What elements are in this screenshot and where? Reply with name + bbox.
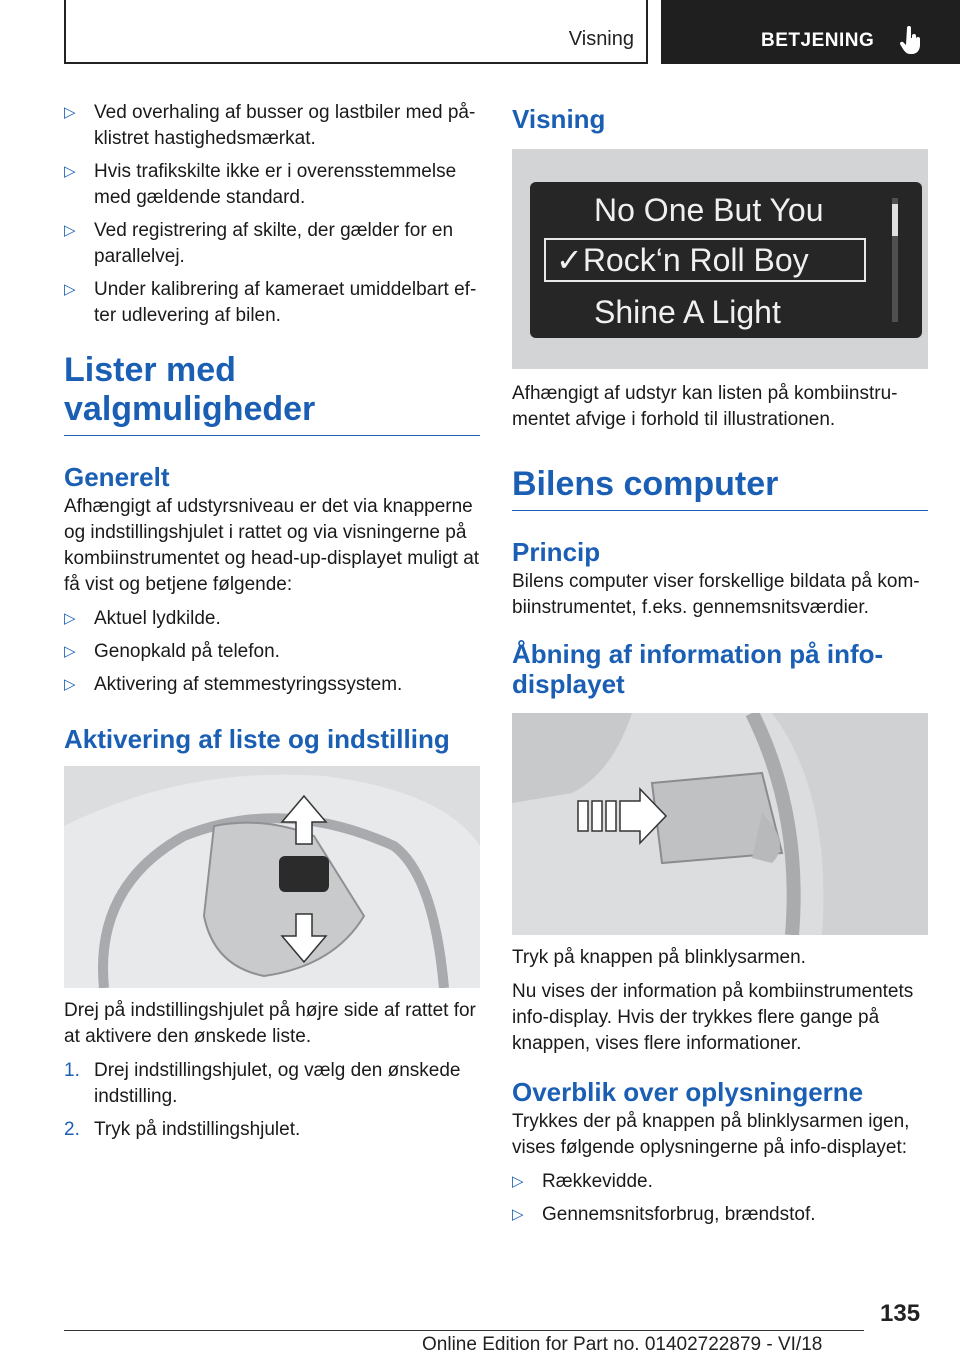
page-number: 135 xyxy=(880,1300,921,1327)
list-item-text: Ved overhaling af busser og lastbiler med på- klistret hastighedsmærkat. xyxy=(94,102,476,149)
list-item-text: Gennemsnitsforbrug, brændstof. xyxy=(542,1204,816,1225)
step-item xyxy=(64,1058,480,1110)
step-number: 2. xyxy=(64,1119,80,1140)
bullet-list-overblik xyxy=(512,1169,928,1228)
bullet-list-generelt xyxy=(64,606,480,698)
section-heading-princip: Princip xyxy=(512,537,601,567)
right-column xyxy=(512,100,928,1235)
pointing-hand-icon xyxy=(899,26,923,56)
display-list-illustration xyxy=(512,149,928,369)
steering-wheel-drawing xyxy=(64,766,480,988)
display-list-item: Shine A Light xyxy=(594,294,781,330)
list-item xyxy=(64,159,480,211)
list-item-text: Hvis trafikskilte ikke er i overensstemmelse med gældende standard. xyxy=(94,161,457,208)
display-scrollbar-thumb xyxy=(892,204,898,236)
list-item-text: Under kalibrering af kameraet umiddelbart ef- ter udlevering af bilen. xyxy=(94,279,477,326)
edition-note: Online Edition for Part no. 01402722879 - VI/18 xyxy=(422,1334,823,1355)
steering-wheel-illustration xyxy=(64,766,480,988)
step-text: Drej indstillingshjulet, og vælg den ønskede indstilling. xyxy=(94,1060,461,1107)
turn-signal-drawing xyxy=(512,713,928,935)
list-item-text: Rækkevidde. xyxy=(542,1171,653,1192)
step-item xyxy=(64,1117,480,1143)
triangle-bullet-icon: ▷ xyxy=(64,281,76,298)
header-section-box xyxy=(661,0,960,64)
turn-signal-lever-illustration xyxy=(512,713,928,935)
paragraph-aabning-1: Tryk på knappen på blinklysarmen. xyxy=(512,947,806,968)
display-scrollbar-track xyxy=(892,198,898,322)
paragraph-overblik: Trykkes der på knappen på blinklysarmen igen, vises følgende oplysningerne på info-displayet: xyxy=(512,1111,910,1158)
paragraph-princip: Bilens computer viser forskellige bildata på kom- biinstrumentet, f.eks. gennemsnitsværdier. xyxy=(512,571,920,618)
caption-aktivering: Drej på indstillingshjulet på højre side af rattet for at aktivere den ønskede liste. xyxy=(64,1000,476,1047)
step-text: Tryk på indstillingshjulet. xyxy=(94,1119,301,1140)
list-item xyxy=(64,218,480,270)
section-heading-generelt: Generelt xyxy=(64,462,170,492)
chapter-heading: Lister med valgmuligheder xyxy=(64,351,480,436)
triangle-bullet-icon: ▷ xyxy=(512,1173,524,1190)
footer-divider xyxy=(64,1330,864,1331)
section-heading-overblik: Overblik over oplysningerne xyxy=(512,1077,864,1107)
list-item xyxy=(64,639,480,665)
section-heading-aktivering: Aktivering af liste og indstilling xyxy=(64,724,450,754)
display-list-item-selected: ✓Rock‘n Roll Boy xyxy=(556,242,809,278)
display-panel xyxy=(530,182,922,338)
paragraph-visning: Afhængigt af udstyr kan listen på kombiinstru- mentet afvige i forhold til illustrationen. xyxy=(512,383,898,430)
list-item-text: Aktuel lydkilde. xyxy=(94,608,221,629)
header-section: BETJENING xyxy=(761,30,875,51)
triangle-bullet-icon: ▷ xyxy=(64,610,76,627)
triangle-bullet-icon: ▷ xyxy=(64,676,76,693)
bullet-list-top xyxy=(64,100,480,329)
list-item xyxy=(512,1169,928,1195)
list-item xyxy=(64,606,480,632)
list-item xyxy=(64,672,480,698)
triangle-bullet-icon: ▷ xyxy=(64,163,76,180)
chapter-heading-computer: Bilens computer xyxy=(512,465,928,511)
triangle-bullet-icon: ▷ xyxy=(64,222,76,239)
paragraph-generelt: Afhængigt af udstyrsniveau er det via knapperne og indstillingshjulet i rattet og via visningerne på kombiinstrumentet og head-up-displayet muligt at få vist og betjene følgende: xyxy=(64,496,480,595)
list-item xyxy=(64,100,480,152)
paragraph-aabning-2: Nu vises der information på kombiinstrumentets info-display. Hvis der trykkes flere gange på knappen, vises flere informationer. xyxy=(512,981,914,1054)
list-item-text: Aktivering af stemmestyringssystem. xyxy=(94,674,403,695)
section-heading-visning: Visning xyxy=(512,104,606,134)
numbered-steps xyxy=(64,1058,480,1143)
display-list-item: No One But You xyxy=(594,192,824,228)
list-item-text: Genopkald på telefon. xyxy=(94,641,280,662)
left-column xyxy=(64,100,480,1150)
header-subsection: Visning xyxy=(568,28,634,50)
list-item-text: Ved registrering af skilte, der gælder for en parallelvej. xyxy=(94,220,454,267)
triangle-bullet-icon: ▷ xyxy=(64,643,76,660)
list-item xyxy=(512,1202,928,1228)
header-subsection-box xyxy=(64,0,648,64)
section-heading-aabning: Åbning af information på info- displayet xyxy=(512,639,884,699)
triangle-bullet-icon: ▷ xyxy=(512,1206,524,1223)
triangle-bullet-icon: ▷ xyxy=(64,104,76,121)
step-number: 1. xyxy=(64,1060,80,1081)
list-item xyxy=(64,277,480,329)
